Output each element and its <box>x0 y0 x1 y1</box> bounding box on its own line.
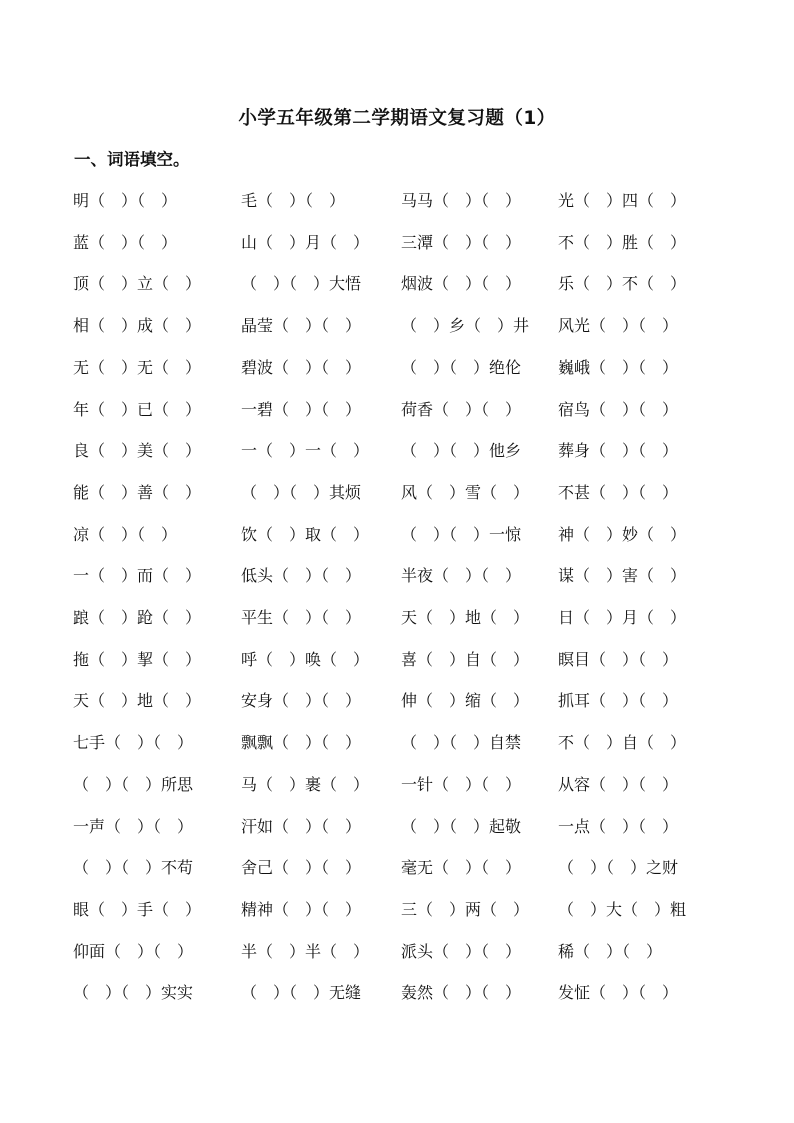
fill-in-item: 平生（ ）（ ） <box>241 608 362 627</box>
fill-in-item: 舍己（ ）（ ） <box>241 858 362 878</box>
fill-in-item: 一（ ）而（ ） <box>73 566 202 586</box>
exercise-row <box>0 814 794 840</box>
fill-in-item: 荷香（ ）（ ） <box>401 399 522 419</box>
fill-in-item: 半（ ）半（ ） <box>241 941 370 961</box>
fill-in-item: （ ）（ ）之财 <box>558 858 679 878</box>
fill-in-item: 神（ ）妙（ ） <box>558 524 687 544</box>
fill-in-item: 烟波（ ）（ ） <box>401 274 522 294</box>
fill-in-item: 拖（ ）挈（ ） <box>73 649 202 669</box>
exercise-row <box>0 897 794 923</box>
exercise-row <box>0 772 794 798</box>
fill-in-item: 轰然（ ）（ ） <box>401 983 522 1003</box>
fill-in-item: 一声（ ）（ ） <box>73 816 194 836</box>
exercise-row <box>0 563 794 589</box>
fill-in-item: 天（ ）地（ ） <box>401 608 530 627</box>
fill-in-item: 低头（ ）（ ） <box>241 566 362 586</box>
fill-in-item: 一点（ ）（ ） <box>558 816 679 836</box>
fill-in-item: 无（ ）无（ ） <box>73 357 202 377</box>
exercise-row <box>0 939 794 965</box>
fill-in-item: 碧波（ ）（ ） <box>241 357 362 377</box>
exercise-row <box>0 688 794 714</box>
fill-in-item: 相（ ）成（ ） <box>73 316 202 336</box>
fill-in-item: 喜（ ）自（ ） <box>401 649 530 669</box>
fill-in-item: 光（ ）四（ ） <box>558 191 687 210</box>
fill-in-item: 山（ ）月（ ） <box>241 232 370 252</box>
fill-in-item: 马马（ ）（ ） <box>401 191 522 210</box>
exercise-row <box>0 271 794 297</box>
fill-in-item: 仰面（ ）（ ） <box>73 941 194 961</box>
fill-in-item: 半夜（ ）（ ） <box>401 566 522 586</box>
exercise-row <box>0 188 794 214</box>
fill-in-item: （ ）（ ）无缝 <box>241 983 362 1003</box>
fill-in-item: 年（ ）已（ ） <box>73 399 202 419</box>
exercise-row <box>0 980 794 1006</box>
fill-in-item: 抓耳（ ）（ ） <box>558 691 679 711</box>
fill-in-item: 不（ ）胜（ ） <box>558 232 687 252</box>
fill-in-item: 汗如（ ）（ ） <box>241 816 362 836</box>
fill-in-item: 葬身（ ）（ ） <box>558 441 679 461</box>
fill-in-item: （ ）（ ）大悟 <box>241 274 362 294</box>
fill-in-item: 饮（ ）取（ ） <box>241 524 370 544</box>
fill-in-item: 晶莹（ ）（ ） <box>241 316 362 336</box>
exercise-row <box>0 355 794 381</box>
fill-in-item: （ ）（ ）绝伦 <box>401 357 522 377</box>
exercise-row <box>0 855 794 881</box>
exercise-row <box>0 647 794 673</box>
fill-in-item: 宿鸟（ ）（ ） <box>558 399 679 419</box>
exercise-row <box>0 605 794 631</box>
fill-in-item: 良（ ）美（ ） <box>73 441 202 461</box>
page-title: 小学五年级第二学期语文复习题（1） <box>238 108 556 129</box>
fill-in-item: 眼（ ）手（ ） <box>73 899 202 919</box>
fill-in-item: 一针（ ）（ ） <box>401 774 522 794</box>
fill-in-item: 发怔（ ）（ ） <box>558 983 679 1003</box>
fill-in-item: 派头（ ）（ ） <box>401 941 522 961</box>
fill-in-item: 风光（ ）（ ） <box>558 316 679 336</box>
fill-in-item: 七手（ ）（ ） <box>73 733 194 753</box>
fill-in-item: 巍峨（ ）（ ） <box>558 357 679 377</box>
section-heading: 一、词语填空。 <box>74 150 190 169</box>
fill-in-item: 踉（ ）跄（ ） <box>73 608 202 627</box>
fill-in-item: 风（ ）雪（ ） <box>401 482 530 502</box>
fill-in-item: 乐（ ）不（ ） <box>558 274 687 294</box>
fill-in-item: 飘飘（ ）（ ） <box>241 733 362 753</box>
fill-in-item: （ ）（ ）所思 <box>73 774 194 794</box>
fill-in-item: 不（ ）自（ ） <box>558 733 687 753</box>
exercise-row <box>0 397 794 423</box>
exercise-row <box>0 480 794 506</box>
exercise-row <box>0 313 794 339</box>
exercise-row <box>0 522 794 548</box>
fill-in-item: 凉（ ）（ ） <box>73 524 178 544</box>
fill-in-item: （ ）（ ）实实 <box>73 983 194 1003</box>
fill-in-item: 三潭（ ）（ ） <box>401 232 522 252</box>
fill-in-item: 安身（ ）（ ） <box>241 691 362 711</box>
fill-in-item: 三（ ）两（ ） <box>401 899 530 919</box>
fill-in-item: 从容（ ）（ ） <box>558 774 679 794</box>
fill-in-item: 精神（ ）（ ） <box>241 899 362 919</box>
exercise-row <box>0 730 794 756</box>
fill-in-item: 稀（ ）（ ） <box>558 941 663 961</box>
fill-in-item: 一碧（ ）（ ） <box>241 399 362 419</box>
fill-in-item: 不甚（ ）（ ） <box>558 482 679 502</box>
fill-in-item: 马（ ）裹（ ） <box>241 774 370 794</box>
fill-in-item: 瞑目（ ）（ ） <box>558 649 679 669</box>
fill-in-item: （ ）（ ）他乡 <box>401 441 522 461</box>
fill-in-item: 毛（ ）（ ） <box>241 191 346 210</box>
fill-in-item: （ ）（ ）起敬 <box>401 816 522 836</box>
fill-in-item: （ ）（ ）一惊 <box>401 524 522 544</box>
fill-in-item: 蓝（ ）（ ） <box>73 232 178 252</box>
fill-in-item: 明（ ）（ ） <box>73 191 178 210</box>
fill-in-item: 能（ ）善（ ） <box>73 482 202 502</box>
exercise-row <box>0 230 794 256</box>
fill-in-item: （ ）（ ）自禁 <box>401 733 522 753</box>
fill-in-item: 伸（ ）缩（ ） <box>401 691 530 711</box>
fill-in-item: 呼（ ）唤（ ） <box>241 649 370 669</box>
fill-in-item: 谋（ ）害（ ） <box>558 566 687 586</box>
fill-in-item: （ ）大（ ）粗 <box>558 899 687 919</box>
fill-in-item: （ ）（ ）不苟 <box>73 858 194 878</box>
fill-in-item: （ ）乡（ ）井 <box>401 316 530 336</box>
exercise-row <box>0 438 794 464</box>
fill-in-item: （ ）（ ）其烦 <box>241 482 362 502</box>
fill-in-item: 天（ ）地（ ） <box>73 691 202 711</box>
fill-in-item: 一（ ）一（ ） <box>241 441 370 461</box>
fill-in-item: 毫无（ ）（ ） <box>401 858 522 878</box>
fill-in-item: 顶（ ）立（ ） <box>73 274 202 294</box>
fill-in-item: 日（ ）月（ ） <box>558 608 687 627</box>
